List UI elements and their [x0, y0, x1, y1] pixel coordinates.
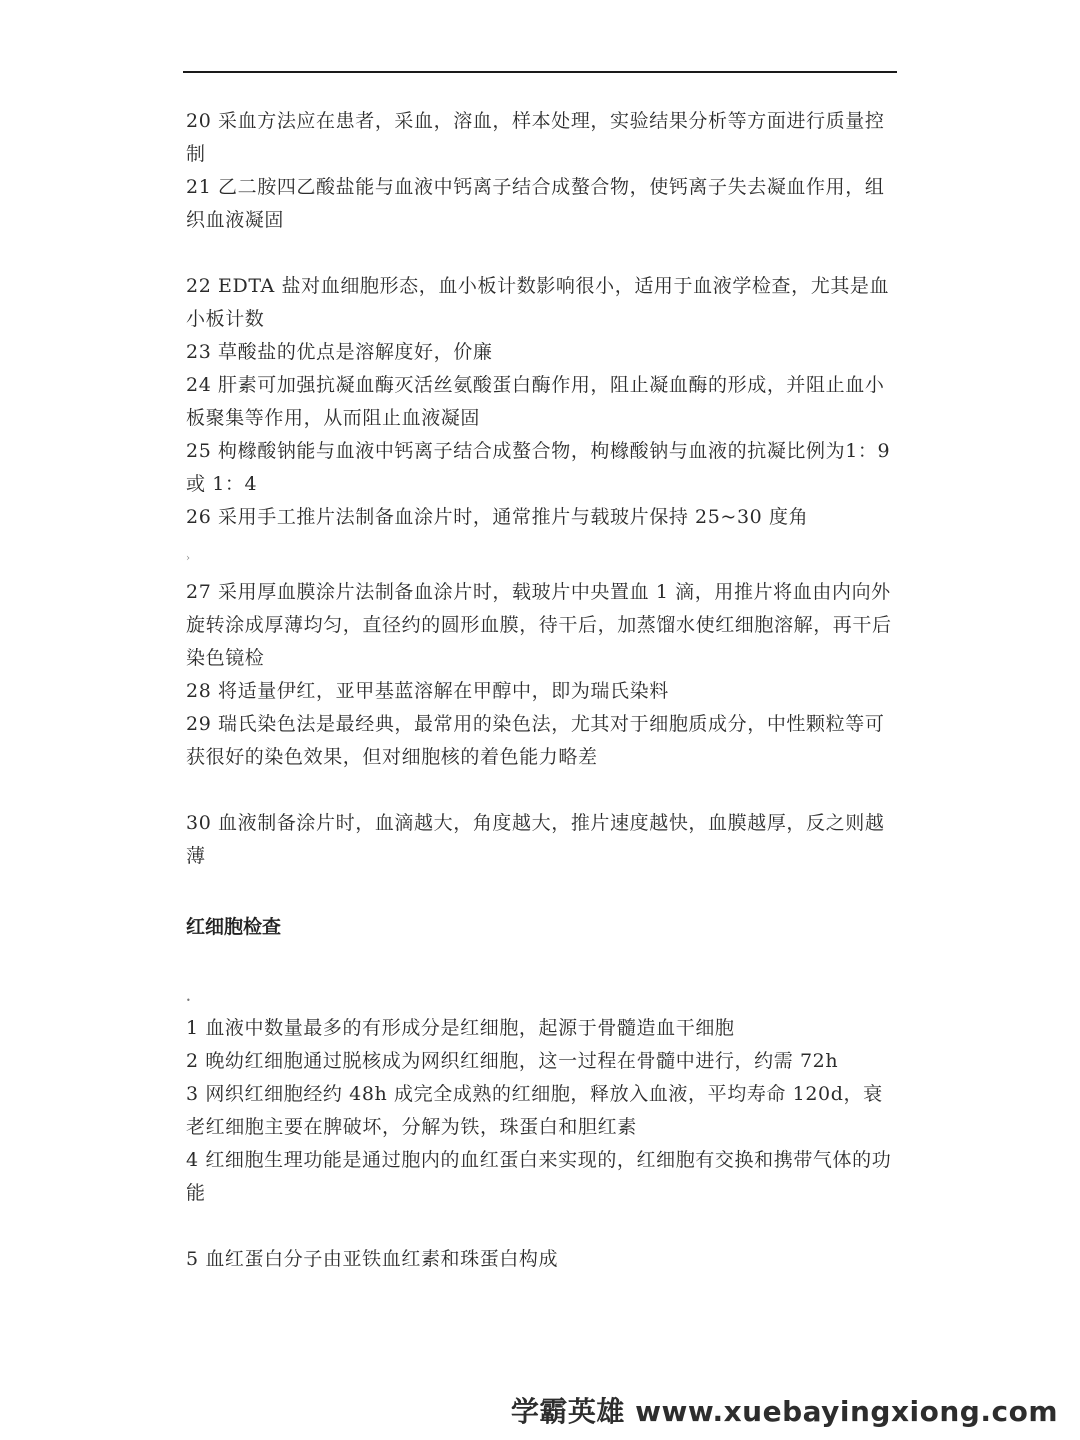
section-heading: 红细胞检查 — [186, 916, 282, 938]
stray-dot: • — [186, 996, 191, 1005]
paragraph-23: 23 草酸盐的优点是溶解度好，价廉 — [186, 341, 493, 363]
paragraph-25: 25 枸橼酸钠能与血液中钙离子结合成螯合物，枸橼酸钠与血液的抗凝比例为1：9 或 1：4 — [186, 440, 891, 495]
rbc-paragraph-2: 2 晚幼红细胞通过脱核成为网织红细胞，这一过程在骨髓中进行，约需 72h — [186, 1050, 839, 1072]
rbc-paragraph-3: 3 网织红细胞经约 48h 成完全成熟的红细胞，释放入血液，平均寿命 120d，衰老红细胞主要在脾破坏，分解为铁，珠蛋白和胆红素 — [186, 1083, 883, 1138]
rbc-paragraph-1: 1 血液中数量最多的有形成分是红细胞，起源于骨髓造血干细胞 — [186, 1017, 735, 1039]
paragraph-24: 24 肝素可加强抗凝血酶灭活丝氨酸蛋白酶作用，阻止凝血酶的形成，并阻止血小板聚集等作用，从而阻止血液凝固 — [186, 374, 885, 429]
paragraph-30: 30 血液制备涂片时，血滴越大，角度越大，推片速度越快，血膜越厚，反之则越薄 — [186, 812, 885, 867]
rbc-paragraph-4: 4 红细胞生理功能是通过胞内的血红蛋白来实现的，红细胞有交换和携带气体的功能 — [186, 1149, 892, 1204]
document-body — [186, 105, 898, 1276]
top-rule — [183, 71, 897, 73]
paragraph-29: 29 瑞氏染色法是最经典，最常用的染色法，尤其对于细胞质成分，中性颗粒等可获很好的染色效果，但对细胞核的着色能力略差 — [186, 713, 885, 768]
paragraph-20: 20 采血方法应在患者，采血，溶血，样本处理，实验结果分析等方面进行质量控制 — [186, 110, 885, 165]
paragraph-21: 21 乙二胺四乙酸盐能与血液中钙离子结合成螯合物，使钙离子失去凝血作用，组织血液凝固 — [186, 176, 885, 231]
site-watermark: 学霸英雄 www.xuebayingxiong.com — [510, 1395, 1058, 1428]
rbc-paragraph-5: 5 血红蛋白分子由亚铁血红素和珠蛋白构成 — [186, 1248, 559, 1270]
paragraph-27: 27 采用厚血膜涂片法制备血涂片时，载玻片中央置血 1 滴，用推片将血由内向外旋转涂成厚薄均匀，直径约的圆形血膜，待干后，加蒸馏水使红细胞溶解，再干后染色镜检 — [186, 581, 892, 669]
stray-mark: › — [186, 553, 190, 564]
paragraph-26: 26 采用手工推片法制备血涂片时，通常推片与载玻片保持 25~30 度角 — [186, 506, 809, 528]
paragraph-22: 22 EDTA 盐对血细胞形态，血小板计数影响很小，适用于血液学检查，尤其是血小板计数 — [186, 275, 890, 330]
paragraph-28: 28 将适量伊红，亚甲基蓝溶解在甲醇中，即为瑞氏染料 — [186, 680, 669, 702]
